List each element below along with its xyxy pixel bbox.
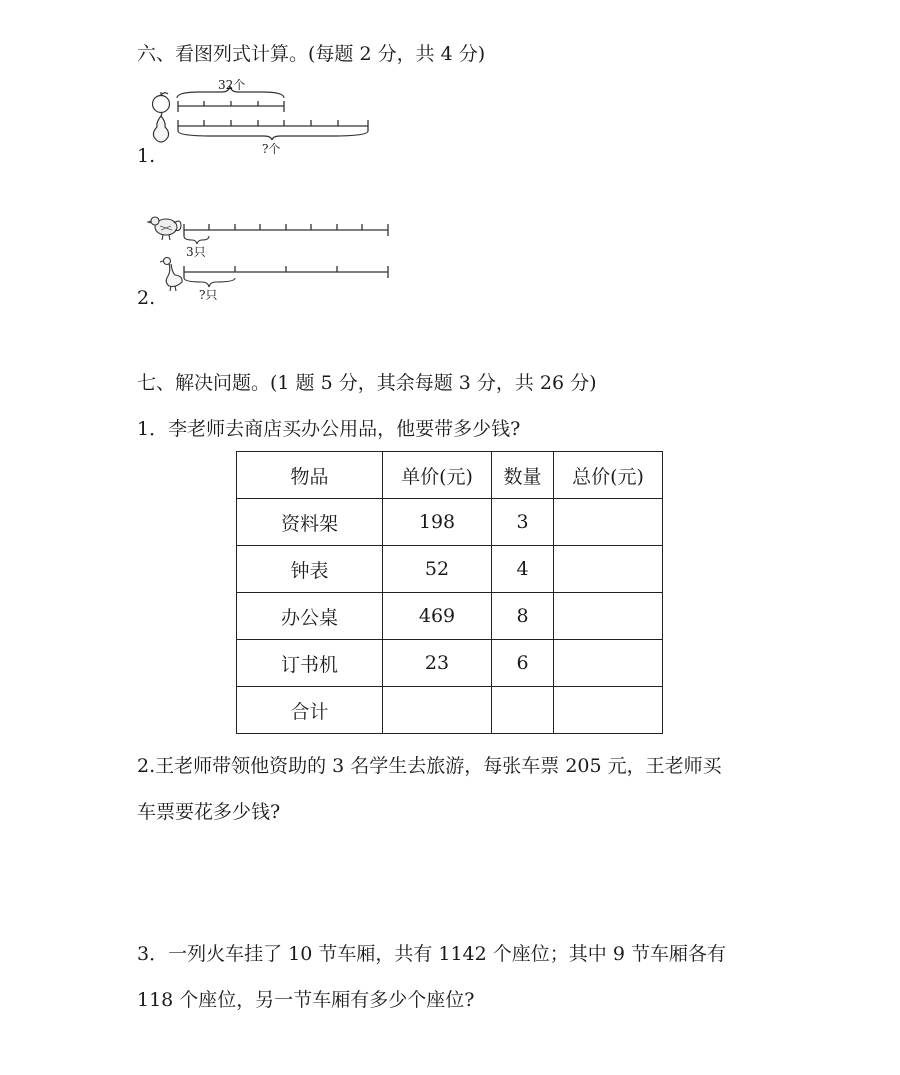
q2-hen-bar	[184, 224, 388, 236]
table-row	[237, 499, 663, 546]
q2-hen-icon	[148, 212, 184, 242]
table-cell: 52	[383, 546, 492, 593]
table-row	[237, 593, 663, 640]
q1-bar-diagram	[172, 78, 377, 140]
table-cell: 8	[492, 593, 554, 640]
table-cell: 合计	[237, 687, 383, 734]
table-cell: 资料架	[237, 499, 383, 546]
q2-number: 2.	[137, 287, 156, 309]
table-cell: 钟表	[237, 546, 383, 593]
q1-apple-icon	[149, 90, 173, 114]
table-cell	[554, 546, 663, 593]
q1-pear-bar	[178, 120, 368, 131]
q2-first-brace	[184, 236, 209, 244]
q1-number: 1.	[137, 145, 156, 167]
table-cell: 订书机	[237, 640, 383, 687]
section6-title: 六、看图列式计算。(每题 2 分，共 4 分)	[137, 43, 486, 65]
q2-second-brace	[184, 278, 235, 287]
office-supplies-table	[236, 451, 663, 734]
table-cell: 198	[383, 499, 492, 546]
table-cell: 4	[492, 546, 554, 593]
q1-bottom-label: ?个	[262, 142, 281, 156]
table-header-row	[237, 452, 663, 499]
q2-goose-bar	[184, 266, 388, 278]
q2-first-label: 3只	[186, 245, 206, 259]
problem2-line1: 2.王老师带领他资助的 3 名学生去旅游，每张车票 205 元，王老师买	[137, 755, 722, 777]
q2-bar-diagram	[180, 218, 392, 288]
problem3-line1: 3．一列火车挂了 10 节车厢，共有 1142 个座位；其中 9 节车厢各有	[137, 943, 726, 965]
table-header: 物品	[237, 452, 383, 499]
table-header: 总价(元)	[554, 452, 663, 499]
table-header: 单价(元)	[383, 452, 492, 499]
table-cell	[554, 499, 663, 546]
table-cell	[383, 687, 492, 734]
table-cell	[492, 687, 554, 734]
table-cell: 469	[383, 593, 492, 640]
table-row-total	[237, 687, 663, 734]
table-cell: 办公桌	[237, 593, 383, 640]
q1-bottom-brace	[178, 131, 368, 140]
q1-pear-icon	[149, 113, 173, 143]
table-cell	[554, 687, 663, 734]
table-row	[237, 640, 663, 687]
table-cell: 3	[492, 499, 554, 546]
table-header: 数量	[492, 452, 554, 499]
table-cell: 23	[383, 640, 492, 687]
section7-title: 七、解决问题。(1 题 5 分，其余每题 3 分，共 26 分)	[137, 372, 597, 394]
problem1-text: 1．李老师去商店买办公用品，他要带多少钱?	[137, 418, 521, 440]
table-cell	[554, 593, 663, 640]
table-cell	[554, 640, 663, 687]
table-row	[237, 546, 663, 593]
q1-top-label: 32个	[218, 78, 246, 92]
table-cell: 6	[492, 640, 554, 687]
q1-apple-bar	[178, 101, 284, 112]
q2-second-label: ?只	[199, 288, 218, 302]
problem2-line2: 车票要花多少钱?	[137, 801, 281, 823]
problem3-line2: 118 个座位，另一节车厢有多少个座位?	[137, 989, 475, 1011]
